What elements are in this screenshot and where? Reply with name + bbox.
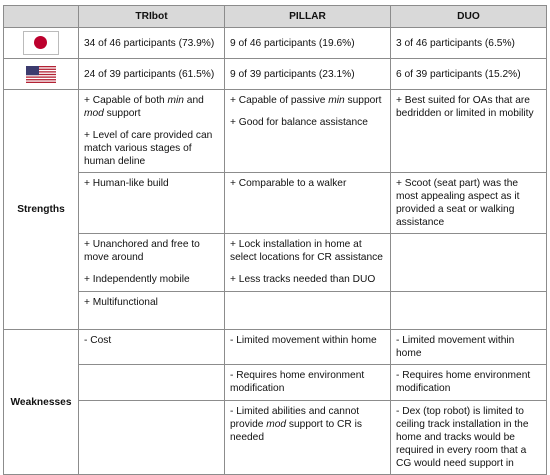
strengths-tribot-cell-1 <box>79 90 225 173</box>
strengths-duo-cell-1 <box>391 90 547 173</box>
list-item: + Good for balance assistance <box>230 117 368 128</box>
strengths-row-3 <box>4 234 547 292</box>
japan-tribot-count: 34 of 46 participants (73.9%) <box>79 28 225 59</box>
weaknesses-pillar-cell-2: - Requires home environment modification <box>225 365 391 401</box>
weaknesses-tribot-cell-1: - Cost <box>79 330 225 365</box>
strengths-pillar-cell-2: + Comparable to a walker <box>225 173 391 234</box>
weaknesses-tribot-cell-3 <box>79 401 225 475</box>
list-item: + Capable of both min and mod support <box>84 95 204 119</box>
list-item: + Independently mobile <box>84 274 190 285</box>
weaknesses-duo-cell-2: - Requires home environment modification <box>391 365 547 401</box>
list-item: + Lock installation in home at select locations for CR assistance <box>230 239 383 263</box>
strengths-label: Strengths <box>4 90 79 330</box>
strengths-row-4 <box>4 292 547 330</box>
weaknesses-row-2 <box>4 365 547 401</box>
weaknesses-tribot-cell-2 <box>79 365 225 401</box>
comparison-table <box>3 5 547 475</box>
list-item: + Capable of passive min support <box>230 95 382 106</box>
japan-row <box>4 28 547 59</box>
usa-flag-icon <box>26 66 56 83</box>
column-header-duo: DUO <box>391 6 547 28</box>
strengths-tribot-cell-2: + Human-like build <box>79 173 225 234</box>
weaknesses-label: Weaknesses <box>4 330 79 475</box>
strengths-pillar-cell-4 <box>225 292 391 330</box>
japan-flag-icon <box>23 31 59 55</box>
strengths-pillar-cell-3 <box>225 234 391 292</box>
weaknesses-pillar-cell-1: - Limited movement within home <box>225 330 391 365</box>
column-header-pillar: PILLAR <box>225 6 391 28</box>
japan-flag-cell <box>4 28 79 59</box>
list-item: + Less tracks needed than DUO <box>230 274 376 285</box>
weaknesses-pillar-cell-3: - Limited abilities and cannot provide mod support to CR is needed <box>225 401 391 475</box>
strengths-duo-cell-2: + Scoot (seat part) was the most appealing aspect as it provided a seat or walking assistance <box>391 173 547 234</box>
usa-flag-cell <box>4 59 79 90</box>
header-row <box>4 6 547 28</box>
strengths-duo-cell-3 <box>391 234 547 292</box>
list-item: + Unanchored and free to move around <box>84 239 200 263</box>
usa-pillar-count: 9 of 39 participants (23.1%) <box>225 59 391 90</box>
usa-duo-count: 6 of 39 participants (15.2%) <box>391 59 547 90</box>
strengths-duo-cell-4 <box>391 292 547 330</box>
usa-row <box>4 59 547 90</box>
weaknesses-duo-cell-1: - Limited movement within home <box>391 330 547 365</box>
weaknesses-row-1 <box>4 330 547 365</box>
list-item: + Best suited for OAs that are bedridden or limited in mobility <box>396 95 534 119</box>
corner-header <box>4 6 79 28</box>
japan-pillar-count: 9 of 46 participants (19.6%) <box>225 28 391 59</box>
strengths-row-1 <box>4 90 547 173</box>
strengths-row-2 <box>4 173 547 234</box>
japan-duo-count: 3 of 46 participants (6.5%) <box>391 28 547 59</box>
strengths-tribot-cell-3 <box>79 234 225 292</box>
column-header-tribot: TRIbot <box>79 6 225 28</box>
usa-tribot-count: 24 of 39 participants (61.5%) <box>79 59 225 90</box>
strengths-tribot-cell-4: + Multifunctional <box>79 292 225 330</box>
strengths-pillar-cell-1 <box>225 90 391 173</box>
weaknesses-duo-cell-3: - Dex (top robot) is limited to ceiling track installation in the home and tracks would be required in every room that a CG would need support in <box>391 401 547 475</box>
list-item: + Level of care provided can match various stages of human deline <box>84 130 213 167</box>
weaknesses-row-3 <box>4 401 547 475</box>
